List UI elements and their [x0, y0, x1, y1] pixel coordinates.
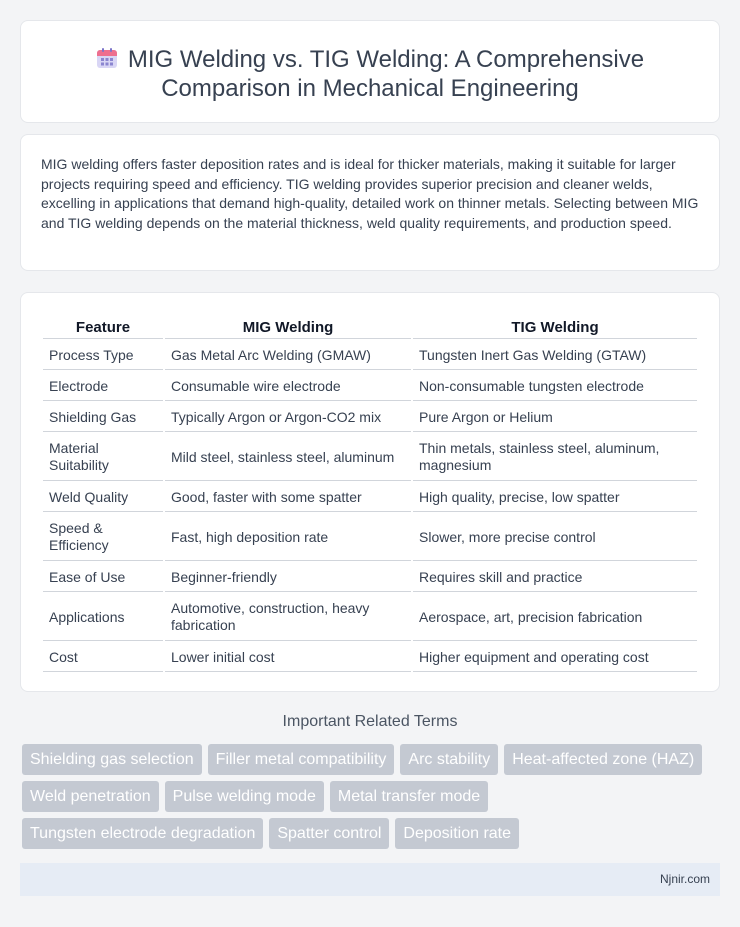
title-line-1: MIG Welding vs. TIG Welding: A Comprehensive	[127, 46, 645, 73]
tig-cell: Requires skill and practice	[413, 563, 697, 592]
mig-cell: Fast, high deposition rate	[165, 514, 411, 561]
table-row	[43, 372, 697, 401]
mig-cell: Lower initial cost	[165, 643, 411, 672]
summary-text: MIG welding offers faster deposition rates and is ideal for thicker materials, making it suitable for larger projects requiring speed and efficiency. TIG welding provides superior precision and cleaner welds, excelling in applications that demand high-quality, detailed work on thinner metals. Selecting between MIG and TIG welding depends on the material thickness, weld quality requirements, and production speed.	[41, 156, 699, 231]
comparison-table-card	[20, 292, 720, 692]
tig-cell: Pure Argon or Helium	[413, 403, 697, 432]
table-row	[43, 514, 697, 561]
feature-cell: Weld Quality	[43, 483, 163, 512]
table-header-row	[43, 315, 697, 339]
tag-tungsten-electrode-degradation[interactable]: Tungsten electrode degradation	[22, 818, 263, 849]
table-row	[43, 341, 697, 370]
header-feature: Feature	[43, 315, 163, 339]
tag-spatter-control[interactable]: Spatter control	[269, 818, 389, 849]
table-row	[43, 563, 697, 592]
related-terms-heading: Important Related Terms	[282, 713, 458, 730]
tig-cell: Aerospace, art, precision fabrication	[413, 594, 697, 641]
tag-pulse-welding-mode[interactable]: Pulse welding mode	[165, 781, 324, 812]
mig-cell: Mild steel, stainless steel, aluminum	[165, 434, 411, 481]
tag-deposition-rate[interactable]: Deposition rate	[395, 818, 519, 849]
summary-card	[20, 134, 720, 271]
tag-metal-transfer-mode[interactable]: Metal transfer mode	[330, 781, 488, 812]
related-terms-list	[22, 744, 722, 855]
tig-cell: Non-consumable tungsten electrode	[413, 372, 697, 401]
footer	[20, 863, 720, 896]
header-tig: TIG Welding	[413, 315, 697, 339]
tig-cell: Higher equipment and operating cost	[413, 643, 697, 672]
table-row	[43, 434, 697, 481]
table-row	[43, 594, 697, 641]
tig-cell: Tungsten Inert Gas Welding (GTAW)	[413, 341, 697, 370]
table-row	[43, 483, 697, 512]
feature-cell: Material Suitability	[43, 434, 163, 481]
feature-cell: Electrode	[43, 372, 163, 401]
comparison-table	[41, 313, 699, 674]
tag-shielding-gas-selection[interactable]: Shielding gas selection	[22, 744, 202, 775]
header-mig: MIG Welding	[165, 315, 411, 339]
title-card	[20, 20, 720, 123]
tig-cell: Slower, more precise control	[413, 514, 697, 561]
mig-cell: Good, faster with some spatter	[165, 483, 411, 512]
mig-cell: Typically Argon or Argon-CO2 mix	[165, 403, 411, 432]
mig-cell: Gas Metal Arc Welding (GMAW)	[165, 341, 411, 370]
title-line-2: Comparison in Mechanical Engineering	[161, 75, 579, 102]
mig-cell: Automotive, construction, heavy fabrication	[165, 594, 411, 641]
feature-cell: Process Type	[43, 341, 163, 370]
feature-cell: Ease of Use	[43, 563, 163, 592]
tag-arc-stability[interactable]: Arc stability	[400, 744, 498, 775]
table-row	[43, 403, 697, 432]
footer-site-link[interactable]: Njnir.com	[659, 872, 710, 886]
feature-cell: Applications	[43, 594, 163, 641]
tig-cell: Thin metals, stainless steel, aluminum, magnesium	[413, 434, 697, 481]
mig-cell: Consumable wire electrode	[165, 372, 411, 401]
feature-cell: Cost	[43, 643, 163, 672]
page-title	[21, 45, 719, 103]
tag-filler-metal-compatibility[interactable]: Filler metal compatibility	[208, 744, 395, 775]
tag-heat-affected-zone[interactable]: Heat-affected zone (HAZ)	[504, 744, 702, 775]
calendar-icon	[96, 47, 118, 69]
feature-cell: Speed & Efficiency	[43, 514, 163, 561]
table-row	[43, 643, 697, 672]
tig-cell: High quality, precise, low spatter	[413, 483, 697, 512]
mig-cell: Beginner-friendly	[165, 563, 411, 592]
feature-cell: Shielding Gas	[43, 403, 163, 432]
tag-weld-penetration[interactable]: Weld penetration	[22, 781, 159, 812]
